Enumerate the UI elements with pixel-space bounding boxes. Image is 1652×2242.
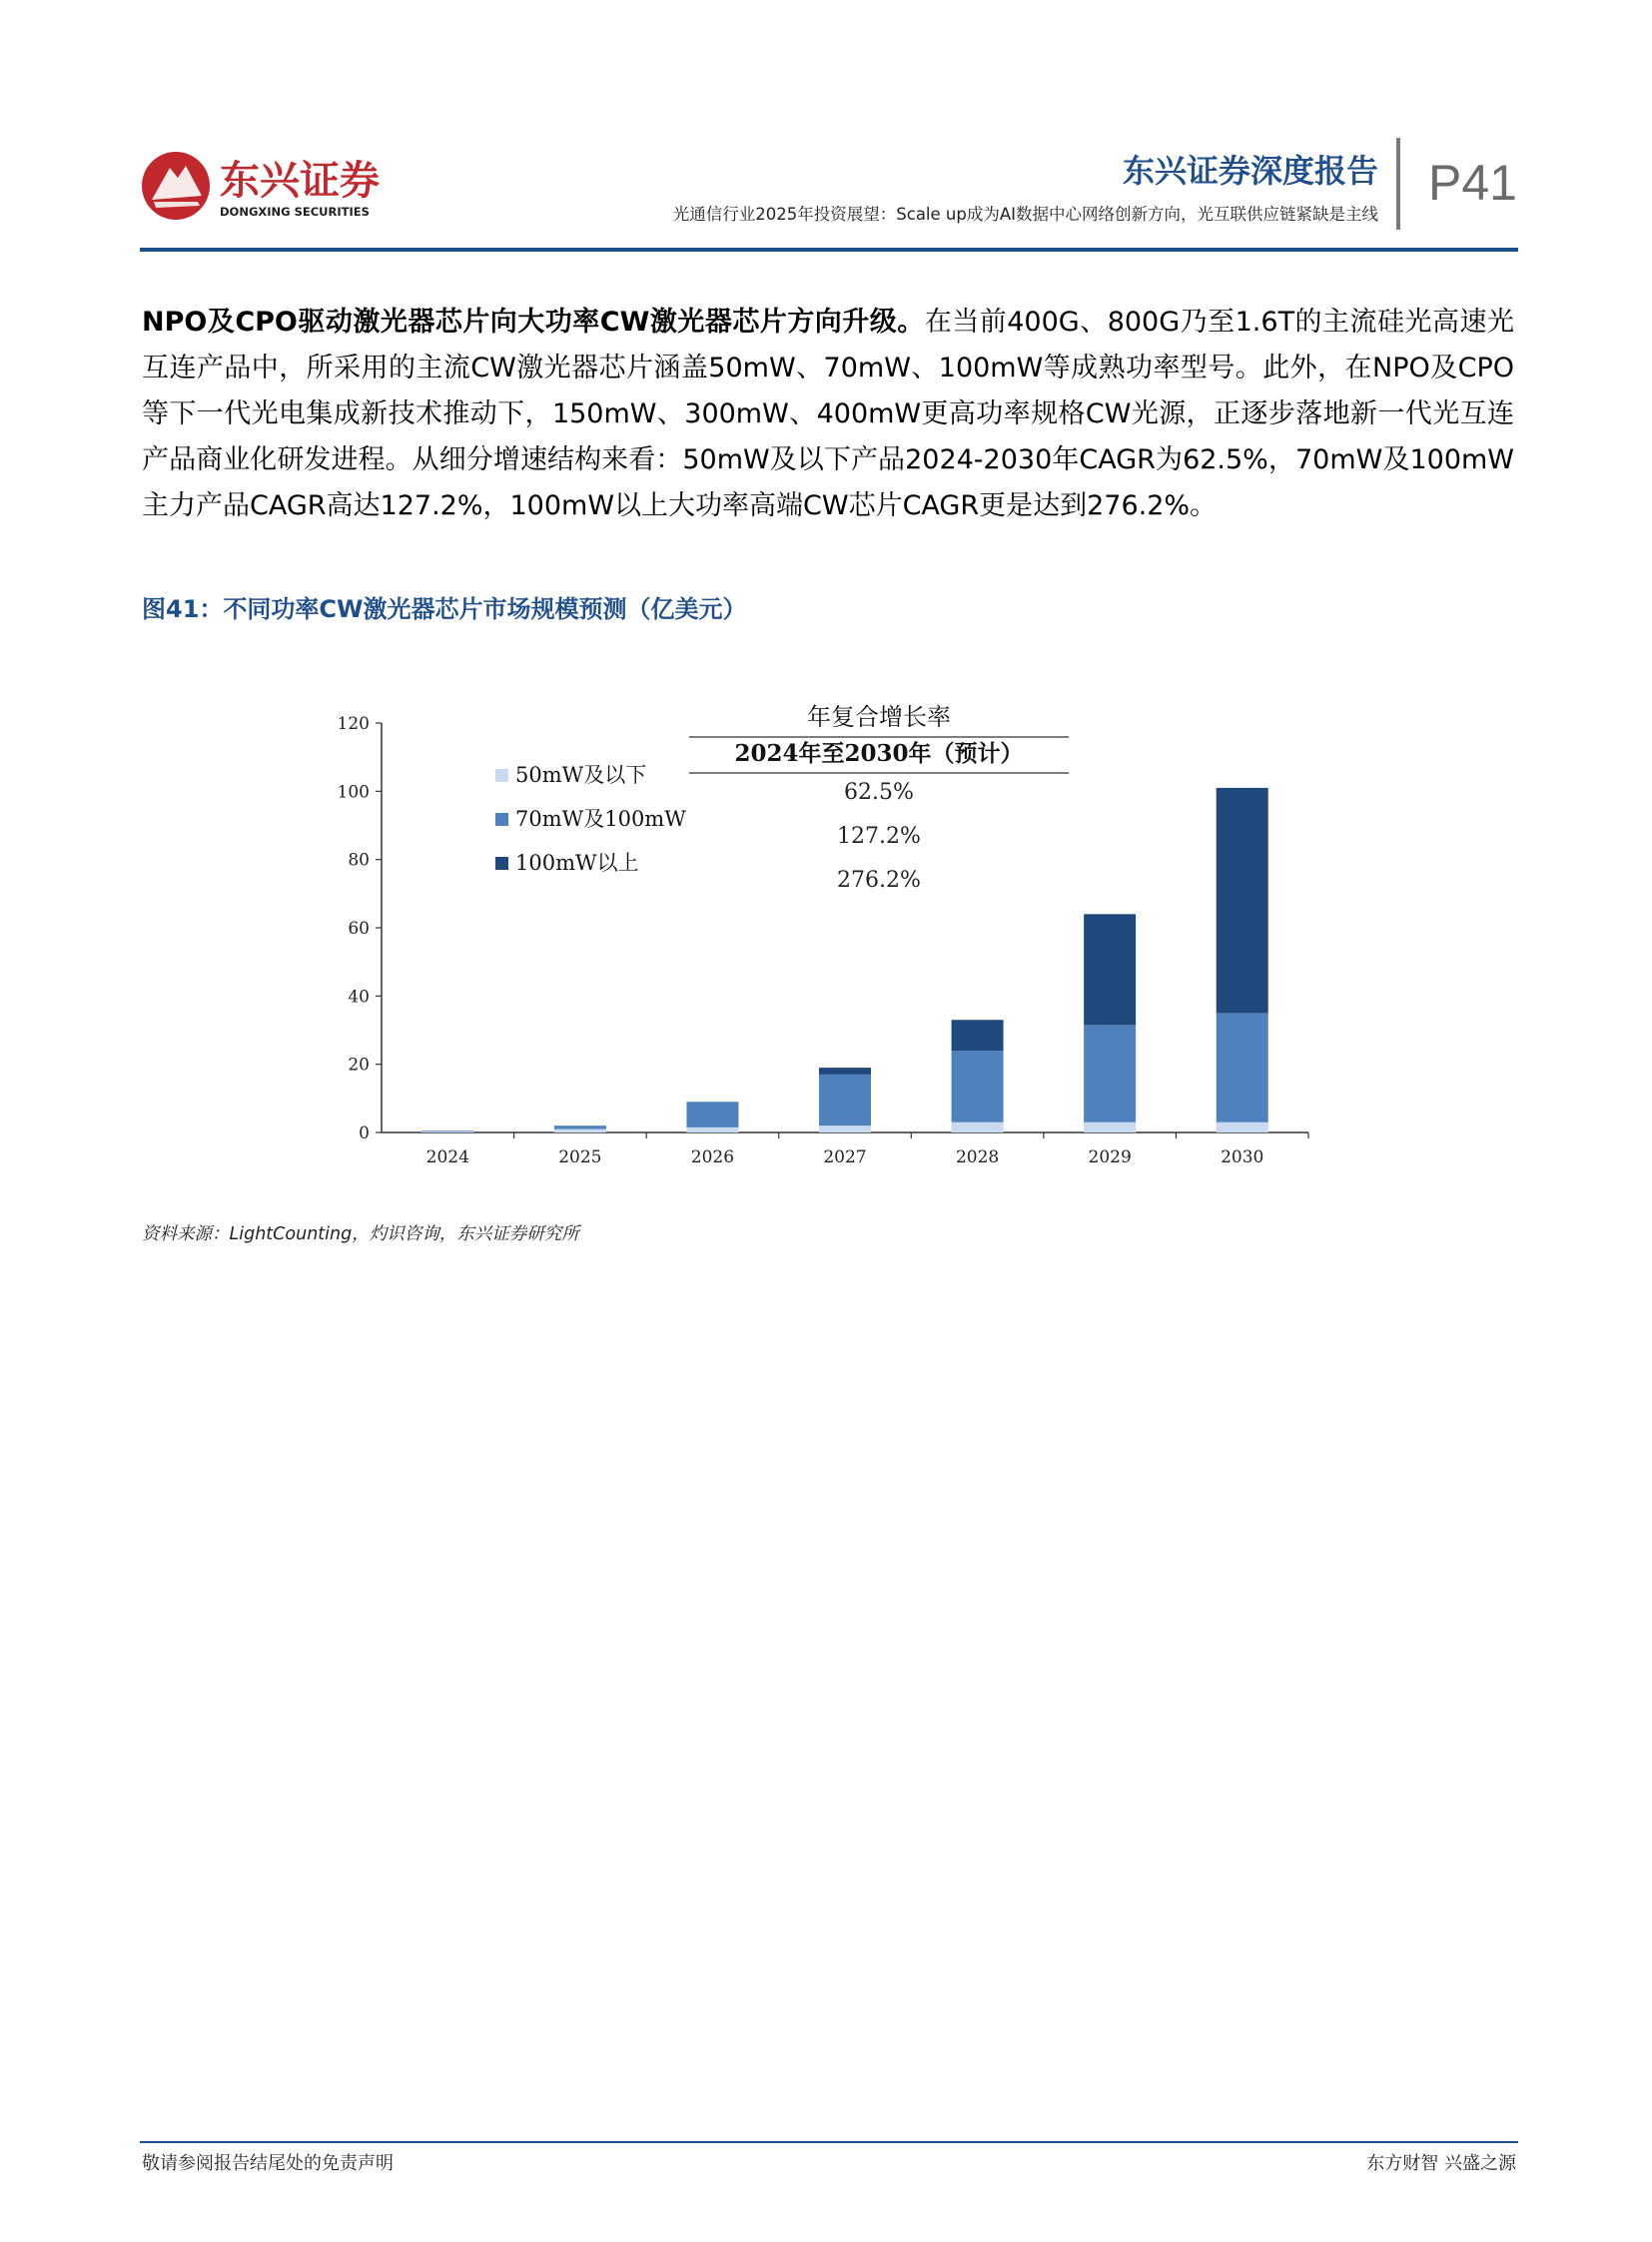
- x-tick-label: 2029: [1088, 1147, 1132, 1167]
- bar-segment-3: [1084, 914, 1136, 1025]
- y-tick-label: 120: [337, 714, 370, 734]
- y-tick-label: 0: [359, 1123, 370, 1143]
- logo-text-en: DONGXING SECURITIES: [220, 205, 370, 219]
- y-tick-label: 100: [337, 782, 370, 803]
- header-rule: [140, 248, 1518, 252]
- paragraph-text: 在当前400G、800G乃至1.6T的主流硅光高速光互连产品中，所采用的主流CW激光器芯片涵盖50mW、70mW、100mW等成熟功率型号。此外，在NPO及CPO等下一代光电集成新技术推动下，150mW、300mW、400mW更高功率规格CW光源，正逐步落地新一代光互连产品商业化研发进程。从细分增速结构来看：50mW及以下产品2024-2030年CAGR为62.5%，70mW及100mW主力产品CAGR高达127.2%，100mW以上大功率高端CW芯片CAGR更是达到276.2%。: [142, 307, 1514, 521]
- stacked-bar-chart: [320, 699, 1318, 1178]
- legend-label: 100mW以上: [515, 851, 639, 875]
- bar-segment-3: [952, 1020, 1004, 1051]
- header-subtitle: 光通信行业2025年投资展望：Scale up成为AI数据中心网络创新方向，光互联供应链紧缺是主线: [672, 205, 1378, 224]
- bar-segment-1: [819, 1125, 871, 1132]
- y-tick-label: 60: [348, 919, 370, 939]
- bar-segment-3: [819, 1068, 871, 1075]
- cagr-value: 127.2%: [837, 824, 921, 849]
- bar-segment-1: [686, 1127, 738, 1132]
- x-tick-label: 2027: [823, 1147, 867, 1167]
- x-tick-label: 2024: [425, 1147, 469, 1167]
- x-tick-label: 2025: [558, 1147, 602, 1167]
- x-tick-label: 2028: [955, 1147, 1000, 1167]
- bar-segment-2: [1084, 1025, 1136, 1121]
- legend-label: 50mW及以下: [515, 763, 647, 787]
- bar-segment-1: [952, 1122, 1004, 1132]
- figure-caption: 图41：不同功率CW激光器芯片市场规模预测（亿美元）: [142, 595, 747, 623]
- legend-swatch: [495, 769, 508, 782]
- paragraph-lead: NPO及CPO驱动激光器芯片向大功率CW激光器芯片方向升级。: [142, 307, 925, 338]
- legend-swatch: [495, 813, 508, 826]
- company-logo: [140, 148, 390, 228]
- bar-segment-1: [421, 1131, 473, 1132]
- report-title: 东兴证券深度报告: [1122, 152, 1378, 190]
- cagr-title: 年复合增长率: [807, 703, 951, 731]
- legend-swatch: [495, 857, 508, 870]
- bar-segment-1: [554, 1129, 606, 1132]
- footer-rule: [140, 2141, 1518, 2143]
- x-tick-label: 2030: [1221, 1147, 1264, 1167]
- y-tick-label: 80: [348, 850, 370, 871]
- bar-segment-2: [554, 1125, 606, 1128]
- legend-label: 70mW及100mW: [515, 807, 686, 831]
- bar-segment-2: [819, 1075, 871, 1125]
- bar-segment-1: [1217, 1122, 1268, 1132]
- body-paragraph: [142, 300, 1514, 529]
- cagr-subtitle: 2024年至2030年（预计）: [734, 740, 1024, 767]
- bar-segment-3: [1217, 788, 1268, 1013]
- bar-segment-1: [1084, 1122, 1136, 1132]
- bar-segment-2: [1217, 1013, 1268, 1121]
- y-tick-label: 40: [348, 987, 370, 1008]
- logo-text-cn: 东兴证券: [220, 158, 380, 204]
- bar-segment-2: [686, 1102, 738, 1127]
- footer-disclaimer: 敬请参阅报告结尾处的免责声明: [142, 2153, 394, 2174]
- source-note: 资料来源：LightCounting，灼识咨询，东兴证券研究所: [142, 1224, 579, 1244]
- bar-segment-2: [421, 1130, 473, 1131]
- bar-segment-2: [952, 1051, 1004, 1122]
- footer-slogan: 东方财智 兴盛之源: [1366, 2153, 1516, 2174]
- cagr-value: 276.2%: [837, 868, 921, 893]
- cagr-value: 62.5%: [844, 780, 914, 805]
- page-number: P41: [1428, 155, 1517, 211]
- header-divider: [1396, 138, 1400, 230]
- y-tick-label: 20: [348, 1055, 370, 1076]
- x-tick-label: 2026: [690, 1147, 735, 1167]
